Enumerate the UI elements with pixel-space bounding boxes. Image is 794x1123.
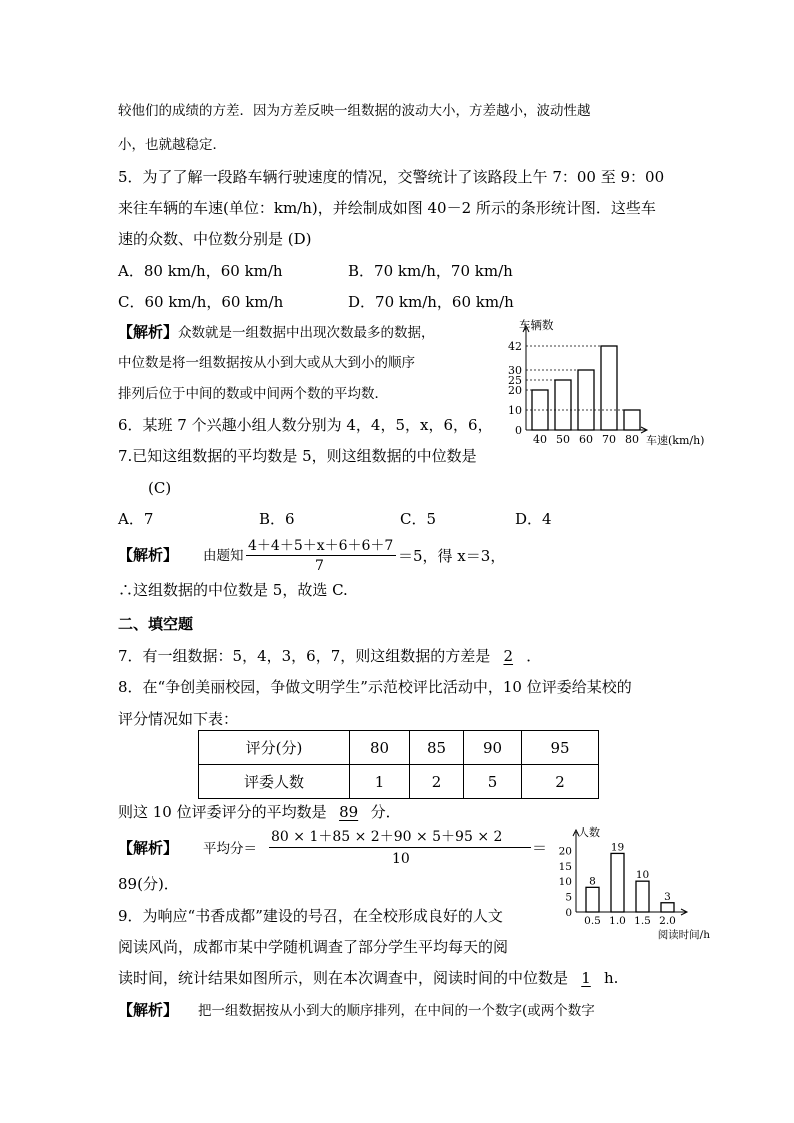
q6-fraction-denominator: 7 (315, 558, 324, 574)
q6-fraction-numerator: 4＋4＋5＋x＋6＋6＋7 (248, 538, 394, 554)
data-label: 3 (664, 890, 671, 903)
q6-line-2: 7.已知这组数据的平均数是 5，则这组数据的中位数是 (118, 447, 477, 465)
table-cell: 2 (410, 765, 464, 799)
q6-option-a: A．7 (118, 510, 154, 528)
q5-line-3: 速的众数、中位数分别是 (D) (118, 230, 312, 248)
q8-unit: 分． (370, 803, 401, 821)
analysis-tag: 【解析】 (118, 839, 179, 857)
y-tick-label: 25 (508, 374, 522, 387)
bar (601, 346, 617, 430)
q6-option-b: B．6 (259, 510, 295, 528)
q7-period: ． (526, 647, 542, 665)
table-cell: 评委人数 (199, 765, 350, 799)
table-header-cell: 评分(分) (199, 731, 350, 765)
bar (611, 853, 624, 912)
speed-bar-chart (490, 318, 715, 450)
x-tick-label: 1.5 (634, 915, 651, 927)
y-tick-label: 15 (558, 860, 572, 873)
q5-line-2: 来往车辆的车速(单位：km/h)，并绘制成如图 40－2 所示的条形统计图．这些车 (118, 199, 656, 217)
q6-option-d: D．4 (515, 510, 552, 528)
q8-text: 则这 10 位评委评分的平均数是 (118, 803, 327, 821)
y-tick-label: 5 (565, 891, 572, 904)
x-tick-label: 60 (579, 433, 593, 446)
q5-option-c: C．60 km/h，60 km/h (118, 293, 284, 311)
q8-analysis-eq: ＝ (532, 839, 548, 857)
q6-line-1: 6．某班 7 个兴趣小组人数分别为 4，4，5，x，6，6， (118, 416, 493, 434)
q5-analysis-3: 排列后位于中间的数或中间两个数的平均数． (118, 386, 388, 402)
x-tick-label: 2.0 (659, 915, 676, 927)
bar (578, 370, 594, 430)
q9-analysis (118, 1000, 595, 1021)
y-axis-label: 人数 (578, 826, 600, 839)
analysis-tag: 【解析】 (118, 546, 179, 564)
x-axis-label: 阅读时间/h (657, 929, 710, 941)
bar (624, 410, 640, 430)
table-cell: 1 (350, 765, 410, 799)
q9-text: 读时间，统计结果如图所示，则在本次调查中，阅读时间的中位数是 (118, 969, 569, 987)
table-row (199, 731, 599, 765)
q8-fraction-numerator: 80 × 1＋85 × 2＋90 × 5＋95 × 2 (271, 829, 503, 845)
q9-line-1: 9．为响应“书香成都”建设的号召，在全校形成良好的人文 (118, 907, 503, 925)
bar (661, 903, 674, 912)
q8-fraction-denominator: 10 (392, 851, 410, 867)
q5-analysis-2: 中位数是将一组数据按从小到大或从大到小的顺序 (118, 355, 415, 371)
y-tick-label: 0 (515, 424, 522, 437)
fraction-bar (269, 847, 531, 848)
text-line: 较他们的成绩的方差．因为方差反映一组数据的波动大小，方差越小，波动性越 (118, 103, 591, 119)
q5-option-b: B．70 km/h，70 km/h (348, 262, 513, 280)
q7-text: 7．有一组数据：5，4，3，6，7，则这组数据的方差是 (118, 647, 491, 665)
q8-line-1: 8．在“争创美丽校园，争做文明学生”示范校评比活动中，10 位评委给某校的 (118, 678, 632, 696)
table-header-cell: 90 (464, 731, 522, 765)
table-header-cell: 80 (350, 731, 410, 765)
x-axis-label: 车速(km/h) (646, 434, 705, 447)
y-tick-label: 20 (558, 845, 572, 858)
q6-analysis-suffix: ＝5，得 x＝3， (398, 547, 506, 565)
q7-line (118, 646, 541, 666)
x-tick-label: 70 (602, 433, 616, 446)
q9-unit: h. (604, 969, 619, 987)
q8-analysis-2: 89(分)． (118, 875, 179, 893)
table-header-cell: 95 (522, 731, 599, 765)
table-cell: 2 (522, 765, 599, 799)
q9-answer: 1 (581, 969, 591, 987)
analysis-tag: 【解析】 (118, 1001, 179, 1019)
q6-analysis-2: ∴这组数据的中位数是 5，故选 C. (118, 581, 348, 599)
y-tick-label: 20 (508, 384, 522, 397)
text-line: 小，也就越稳定． (118, 137, 226, 153)
q9-line-3 (118, 968, 618, 988)
bar (586, 887, 599, 912)
fraction-bar (246, 555, 396, 556)
x-tick-label: 1.0 (609, 915, 626, 927)
q6-option-c: C．5 (400, 510, 437, 528)
x-tick-label: 40 (533, 433, 547, 446)
data-label: 19 (610, 841, 625, 854)
q5-line-1: 5．为了了解一段路车辆行驶速度的情况，交警统计了该路段上午 7：00 至 9：00 (118, 168, 665, 186)
q6-analysis-prefix: 由题知 (203, 548, 244, 564)
q5-analysis-1 (118, 322, 435, 343)
y-tick-label: 10 (508, 404, 522, 417)
bar (636, 881, 649, 912)
q8-analysis-prefix: 平均分＝ (203, 841, 257, 857)
q8-answer: 89 (339, 803, 359, 821)
analysis-text: 众数就是一组数据中出现次数最多的数据， (178, 325, 435, 341)
q5-option-a: A．80 km/h，60 km/h (118, 262, 283, 280)
section-title: 二、填空题 (118, 615, 194, 633)
q7-answer: 2 (503, 647, 514, 665)
data-label: 8 (589, 875, 596, 888)
data-label: 10 (635, 869, 650, 882)
q8-line-2: 评分情况如下表： (118, 710, 239, 728)
x-tick-label: 80 (625, 433, 639, 446)
y-axis-label: 车辆数 (519, 318, 554, 332)
analysis-tag: 【解析】 (118, 323, 179, 341)
analysis-text: 把一组数据按从小到大的顺序排列，在中间的一个数字(或两个数字 (198, 1003, 595, 1019)
q5-option-d: D．70 km/h，60 km/h (348, 293, 514, 311)
x-tick-label: 0.5 (584, 915, 601, 927)
y-tick-label: 10 (558, 876, 572, 889)
reading-time-bar-chart (548, 824, 718, 944)
score-table (198, 730, 599, 799)
q8-line-3 (118, 802, 401, 822)
table-cell: 5 (464, 765, 522, 799)
bar (555, 380, 571, 430)
q6-answer: (C) (148, 479, 172, 497)
y-tick-label: 42 (508, 340, 522, 353)
table-row (199, 765, 599, 799)
x-tick-label: 50 (556, 433, 570, 446)
y-tick-label: 0 (565, 907, 572, 919)
table-header-cell: 85 (410, 731, 464, 765)
q9-line-2: 阅读风尚，成都市某中学随机调查了部分学生平均每天的阅 (118, 938, 509, 956)
y-tick-label: 30 (508, 364, 522, 377)
